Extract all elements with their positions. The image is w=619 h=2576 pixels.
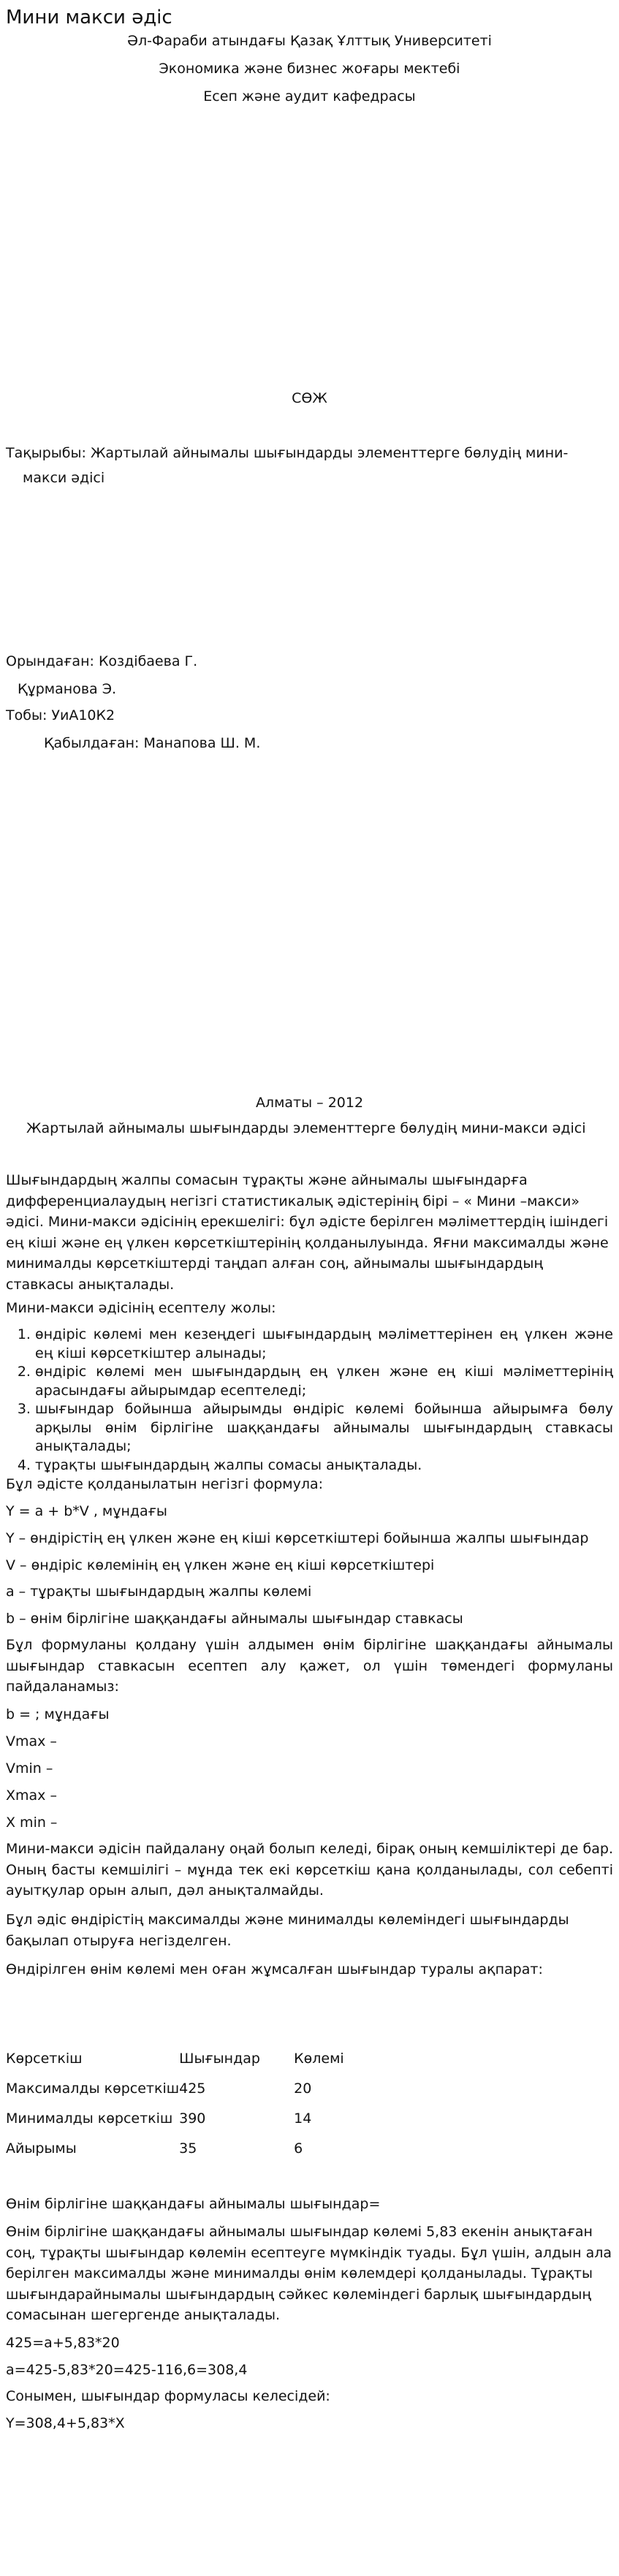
unit-cost-title: Өнім бірлігіне шаққандағы айнымалы шығындар= — [6, 2196, 381, 2212]
table-header-row — [6, 2043, 344, 2073]
author-line-1: Орындаған: Коздібаева Г. — [6, 653, 198, 669]
drawback-paragraph: Мини-макси әдісін пайдалану оңай болып келеді, бірақ оның кемшіліктері де бар. Оның басты кемшілігі – мұнда тек екі көрсеткіш қана қолданылады, сол себепті ауытқулар орын алып, дәл анықталмайды. — [6, 1841, 613, 1899]
info-title: Өндірілген өнім көлемі мен оған жұмсалған шығындар туралы ақпарат: — [6, 1961, 543, 1977]
list-item: 4. тұрақты шығындардың жалпы сомасы анықталады. — [35, 1456, 613, 1475]
table-row — [6, 2073, 344, 2103]
table-header-cell: Көлемі — [294, 2050, 344, 2067]
department-name: Есеп және аудит кафедрасы — [203, 88, 416, 105]
b-formula: b = ; мұндағы — [6, 1706, 110, 1722]
list-item: 3. шығындар бойынша айырымды өндіріс көлемі бойынша айырымға бөлу арқылы өнім бірлігіне шаққандағы айнымалы шығындардың ставкасы анықталады; — [35, 1400, 613, 1456]
table-header-cell: Шығындар — [179, 2050, 260, 2067]
definition-a: a – тұрақты шығындардың жалпы көлемі — [6, 1584, 312, 1600]
table-cell: 6 — [294, 2140, 303, 2157]
sequence-title: Мини-макси әдісінің есептелу жолы: — [6, 1300, 276, 1316]
definition-y: Y – өндірістің ең үлкен және ең кіші көрсеткіштері бойынша жалпы шығындар — [6, 1530, 589, 1546]
table-cell: 35 — [179, 2140, 197, 2157]
section-heading: Жартылай айнымалы шығындарды элементтерге бөлудің мини-макси әдісі — [26, 1120, 586, 1136]
formula-intro: Бұл әдісте қолданылатын негізгі формула: — [6, 1476, 324, 1492]
school-name: Экономика және бизнес жоғары мектебі — [159, 61, 460, 77]
xmax-label: Xmax – — [6, 1787, 57, 1804]
xmin-label: X min – — [6, 1815, 58, 1831]
group-label: Тобы: УиА10К2 — [6, 707, 115, 723]
topic-line-2: макси әдісі — [23, 470, 105, 486]
definition-v: V – өндіріс көлемінің ең үлкен және ең кіші көрсеткіштері — [6, 1557, 435, 1573]
table-row — [6, 2133, 344, 2163]
table-cell: Минималды көрсеткіш — [6, 2110, 173, 2127]
b-explanation: Бұл формуланы қолдану үшін алдымен өнім бірлігіне шаққандағы айнымалы шығындар ставкасын есептеп алу қажет, ол үшін төмендегі формуланы пайдаланамыз: — [6, 1637, 613, 1695]
table-header-cell: Көрсеткіш — [6, 2050, 83, 2067]
table-cell: Айырымы — [6, 2140, 77, 2157]
steps-list — [6, 1326, 613, 1475]
calculation-1: 425=a+5,83*20 — [6, 2335, 120, 2351]
vmin-label: Vmin – — [6, 1760, 53, 1777]
table-row — [6, 2103, 344, 2133]
city-year: Алматы – 2012 — [255, 1095, 364, 1111]
conclusion-paragraph: Өнім бірлігіне шаққандағы айнымалы шығындар көлемі 5,83 екенін анықтаған соң, тұрақты шығындар көлемін есептеуге мүмкіндік туады. Бұл үшін, алдын ала берілген максималды және минималды өнім көлемдері қолданылады. Тұрақты шығындарайнымалы шығындардың сәйкес көлеміндегі барлық шығындардың сомасынан шегергенде анықталады. — [6, 2224, 612, 2323]
final-text: Сонымен, шығындар формуласы келесідей: — [6, 2388, 330, 2404]
definition-b: b – өнім бірлігіне шаққандағы айнымалы шығындар ставкасы — [6, 1611, 463, 1627]
data-table — [6, 2043, 344, 2163]
list-item: 1. өндіріс көлемі мен кезеңдегі шығындардың мәліметтерінен ең үлкен және ең кіші көрсеткіштер алынады; — [35, 1326, 613, 1363]
document-title: Мини макси әдіс — [6, 7, 172, 29]
reviewer-label: Қабылдаған: Манапова Ш. М. — [44, 735, 261, 751]
main-formula: Y = a + b*V , мұндағы — [6, 1503, 167, 1519]
topic-line-1: Тақырыбы: Жартылай айнымалы шығындарды элементтерге бөлудің мини- — [6, 445, 569, 461]
calculation-2: a=425-5,83*20=425-116,6=308,4 — [6, 2362, 248, 2378]
intro-paragraph: Шығындардың жалпы сомасын тұрақты және айнымалы шығындарға дифференциалаудың негізгі статистикалық әдістерінің бірі – « Мини –макси» әдісі. Мини-макси әдісінің ерекшелігі: бұл әдісте берілген мәліметтердің ішіндегі ең кіші және ең үлкен көрсеткіштерінің қолданылуында. Яғни максималды және минималды көрсеткіштерді таңдап алған соң, айнымалы шығындардың ставкасы анықталады. — [6, 1172, 609, 1293]
table-cell: 425 — [179, 2080, 206, 2097]
table-cell: 390 — [179, 2110, 206, 2127]
table-cell: Максималды көрсеткіш — [6, 2080, 180, 2097]
author-line-2: Құрманова Э. — [18, 681, 117, 697]
table-cell: 20 — [294, 2080, 312, 2097]
work-type: СӨЖ — [292, 390, 327, 406]
table-cell: 14 — [294, 2110, 312, 2127]
basis-paragraph: Бұл әдіс өндірістің максималды және минималды көлеміндегі шығындарды бақылап отыруға негізделген. — [6, 1912, 569, 1949]
list-item: 2. өндіріс көлемі мен шығындардың ең үлкен және ең кіші мәліметтерінің арасындағы айырымдар есептеледі; — [35, 1363, 613, 1400]
university-name: Әл-Фараби атындағы Қазақ Ұлттық Университеті — [127, 33, 492, 49]
final-formula: Y=308,4+5,83*X — [6, 2415, 125, 2431]
vmax-label: Vmax – — [6, 1733, 57, 1749]
